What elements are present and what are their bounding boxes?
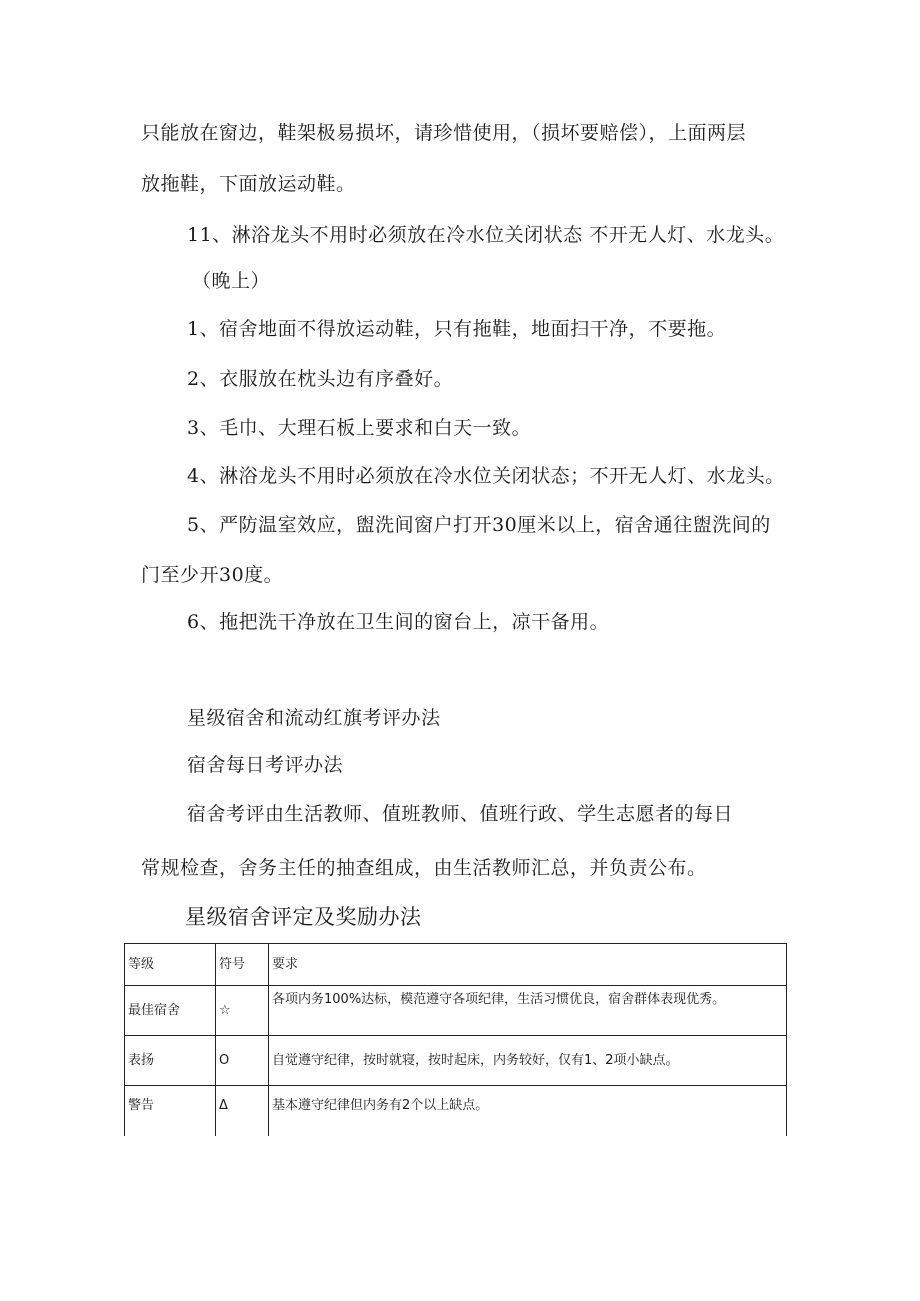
evening-heading: （晚上） bbox=[192, 270, 271, 292]
rating-table bbox=[124, 943, 787, 1136]
list-item-continuation: 门至少开30度。 bbox=[141, 564, 284, 586]
list-item: 4、淋浴龙头不用时必须放在冷水位关闭状态；不开无人灯、水龙头。 bbox=[187, 465, 785, 487]
column-header-requirement: 要求 bbox=[269, 944, 787, 986]
requirement-cell: 基本遵守纪律但内务有2个以上缺点。 bbox=[269, 1086, 787, 1137]
star-symbol-cell: ☆ bbox=[216, 986, 269, 1036]
level-cell: 警告 bbox=[125, 1086, 216, 1137]
level-cell: 表扬 bbox=[125, 1036, 216, 1086]
level-cell: 最佳宿舍 bbox=[125, 986, 216, 1036]
list-item-11: 11、淋浴龙头不用时必须放在冷水位关闭状态 不开无人灯、水龙头。 bbox=[187, 224, 785, 246]
requirement-cell: 自觉遵守纪律，按时就寝，按时起床，内务较好，仅有1、2项小缺点。 bbox=[269, 1036, 787, 1086]
circle-symbol-cell: O bbox=[216, 1036, 269, 1086]
column-header-symbol: 符号 bbox=[216, 944, 269, 986]
table-header-row bbox=[125, 944, 787, 986]
column-header-level: 等级 bbox=[125, 944, 216, 986]
paragraph-line: 只能放在窗边，鞋架极易损坏，请珍惜使用，（损坏要赔偿），上面两层 bbox=[141, 122, 747, 144]
section-title: 星级宿舍和流动红旗考评办法 bbox=[187, 707, 441, 729]
description-line: 常规检查，舍务主任的抽查组成，由生活教师汇总，并负责公布。 bbox=[141, 857, 707, 879]
table-row bbox=[125, 1086, 787, 1137]
requirement-cell: 各项内务100%达标，模范遵守各项纪律，生活习惯优良，宿舍群体表现优秀。 bbox=[269, 986, 787, 1036]
list-item: 6、拖把洗干净放在卫生间的窗台上，凉干备用。 bbox=[187, 611, 610, 633]
list-item: 5、严防温室效应，盥洗间窗户打开30厘米以上，宿舍通往盥洗间的 bbox=[187, 514, 771, 536]
section-subtitle: 宿舍每日考评办法 bbox=[187, 754, 344, 776]
list-item: 1、宿舍地面不得放运动鞋，只有拖鞋，地面扫干净，不要拖。 bbox=[187, 318, 727, 340]
table-row bbox=[125, 986, 787, 1036]
description-line: 宿舍考评由生活教师、值班教师、值班行政、学生志愿者的每日 bbox=[187, 803, 734, 825]
table-row bbox=[125, 1036, 787, 1086]
list-item: 2、衣服放在枕头边有序叠好。 bbox=[187, 368, 454, 390]
paragraph-line: 放拖鞋，下面放运动鞋。 bbox=[141, 173, 356, 195]
table-title: 星级宿舍评定及奖励办法 bbox=[185, 905, 422, 929]
list-item: 3、毛巾、大理石板上要求和白天一致。 bbox=[187, 417, 532, 439]
triangle-symbol-cell: Δ bbox=[216, 1086, 269, 1137]
